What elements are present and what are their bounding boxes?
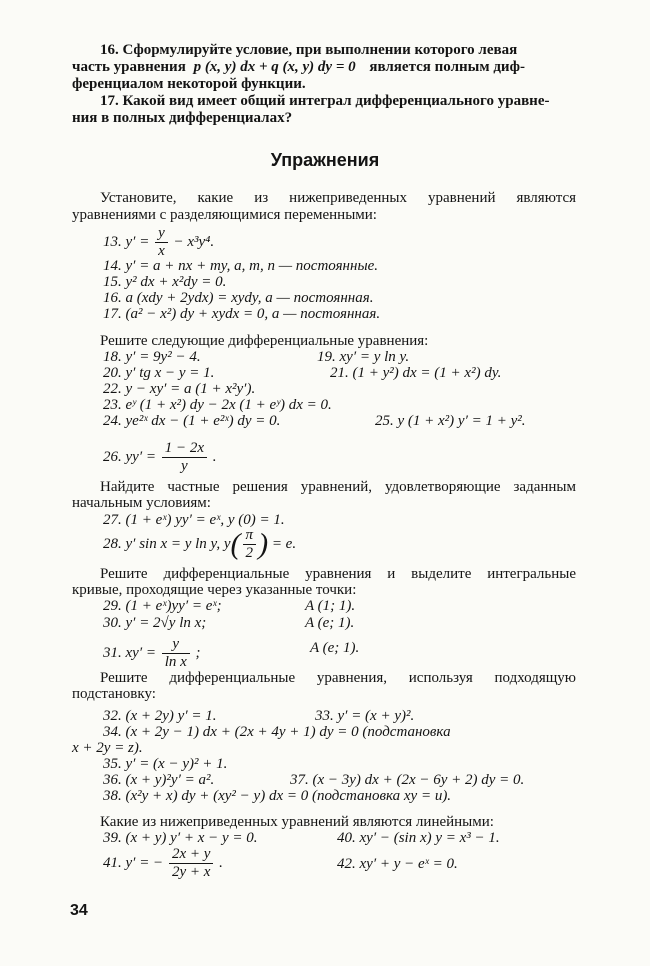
exercise-40: 40. xy′ − (sin x) y = x³ − 1.	[337, 830, 500, 846]
exercise-42: 42. xy′ + y − eˣ = 0.	[337, 856, 458, 872]
exercise-29-point: A (1; 1).	[305, 598, 356, 614]
e28-open-paren: (	[230, 527, 241, 561]
e41-numerator: 2x + y	[169, 846, 213, 864]
exercise-15: 15. y² dx + x²dy = 0.	[103, 274, 227, 290]
sec3-intro-line-2: начальным условиям:	[72, 495, 211, 511]
sec6-intro: Какие из нижеприведенных уравнений являются линейными:	[100, 814, 494, 830]
sec5-intro-line-2: подстановку:	[72, 686, 156, 702]
sec1-intro-line-1: Установите, какие из нижеприведенных уравнений являются	[100, 190, 576, 206]
sec3-intro-line-1: Найдите частные решения уравнений, удовлетворяющие заданным	[100, 479, 576, 495]
sec2-intro: Решите следующие дифференциальные уравнения:	[100, 333, 429, 349]
exercise-29: 29. (1 + eˣ)yy′ = eˣ;	[103, 598, 222, 614]
question-16-line-2	[72, 59, 525, 76]
exercise-20: 20. y′ tg x − y = 1.	[103, 365, 215, 381]
exercise-27: 27. (1 + eˣ) yy′ = eˣ, y (0) = 1.	[103, 512, 285, 528]
e28-fraction	[243, 527, 257, 562]
exercise-25: 25. y (1 + x²) y′ = 1 + y².	[375, 413, 526, 429]
exercise-32: 32. (x + 2y) y′ = 1.	[103, 708, 217, 724]
exercise-19: 19. xy′ = y ln y.	[317, 349, 410, 365]
exercise-21: 21. (1 + y²) dx = (1 + x²) dy.	[330, 365, 502, 381]
exercise-16: 16. a (xdy + 2ydx) = xydy, a — постоянная.	[103, 290, 374, 306]
exercise-41	[103, 846, 223, 881]
exercise-23: 23. eʸ (1 + x²) dy − 2x (1 + eʸ) dx = 0.	[103, 397, 332, 413]
exercise-34-line-1: 34. (x + 2y − 1) dx + (2x + 4y + 1) dy = 0 (подстановка	[103, 724, 451, 740]
e31-fraction	[162, 636, 190, 671]
exercise-35: 35. y′ = (x − y)² + 1.	[103, 756, 228, 772]
e26-fraction	[162, 440, 207, 475]
question-16-line-3: ференциалом некоторой функции.	[72, 76, 306, 92]
question-17-line-2: ния в полных дифференциалах?	[72, 110, 293, 126]
e28-numerator: π	[243, 527, 257, 545]
e41-fraction	[169, 846, 213, 881]
e13-left: 13. y′ =	[103, 234, 150, 250]
sec1-intro-line-2: уравнениями с разделяющимися переменными:	[72, 207, 377, 223]
exercise-14: 14. y′ = a + nx + my, a, m, n — постоянные.	[103, 258, 379, 274]
e26-left: 26. yy′ =	[103, 449, 156, 465]
e26-denominator: y	[181, 458, 188, 474]
exercise-22: 22. y − xy′ = a (1 + x²y′).	[103, 381, 256, 397]
e28-right: = e.	[271, 536, 297, 552]
exercise-31	[103, 636, 201, 671]
exercise-33: 33. y′ = (x + y)².	[315, 708, 415, 724]
exercise-28	[103, 527, 296, 562]
exercise-30: 30. y′ = 2√y ln x;	[103, 615, 207, 631]
e28-denominator: 2	[245, 545, 254, 561]
e41-denominator: 2y + x	[171, 864, 211, 880]
e28-left: 28. y′ sin x = y ln y, y	[103, 536, 231, 552]
q16-text-a: часть уравнения	[72, 59, 186, 75]
exercise-24: 24. ye²ˣ dx − (1 + e²ˣ) dy = 0.	[103, 413, 281, 429]
question-17-line-1: 17. Какой вид имеет общий интеграл дифференциального уравне-	[100, 93, 550, 109]
section-heading: Упражнения	[270, 150, 380, 170]
e31-right: ;	[195, 645, 201, 661]
e13-denominator: x	[158, 243, 165, 259]
e41-left: 41. y′ = −	[103, 855, 164, 871]
exercise-36: 36. (x + y)²y′ = a².	[103, 772, 215, 788]
q16-formula: p (x, y) dx + q (x, y) dy = 0	[193, 59, 356, 75]
question-16-line-1: 16. Сформулируйте условие, при выполнении которого левая	[100, 42, 518, 58]
exercise-39: 39. (x + y) y′ + x − y = 0.	[103, 830, 258, 846]
sec4-intro-line-2: кривые, проходящие через указанные точки:	[72, 582, 357, 598]
q16-text-b: является полным диф-	[369, 59, 525, 75]
e41-right: .	[219, 855, 223, 871]
e26-numerator: 1 − 2x	[162, 440, 207, 458]
sec5-intro-line-1: Решите дифференциальные уравнения, используя подходящую	[100, 670, 576, 686]
e31-denominator: ln x	[164, 654, 187, 670]
exercise-38: 38. (x²y + x) dy + (xy² − y) dx = 0 (подстановка xy = u).	[103, 788, 452, 804]
exercise-31-point: A (e; 1).	[310, 640, 360, 656]
e26-right: .	[212, 449, 217, 465]
exercise-13	[103, 225, 214, 260]
e13-numerator: y	[155, 225, 168, 243]
exercise-37: 37. (x − 3y) dx + (2x − 6y + 2) dy = 0.	[290, 772, 525, 788]
exercise-26	[103, 440, 217, 475]
exercise-34-line-2: x + 2y = z).	[72, 740, 143, 756]
e31-left: 31. xy′ =	[103, 645, 156, 661]
sec4-intro-line-1: Решите дифференциальные уравнения и выделите интегральные	[100, 566, 576, 582]
exercise-18: 18. y′ = 9y² − 4.	[103, 349, 201, 365]
page-number: 34	[70, 902, 88, 919]
e13-fraction	[155, 225, 168, 260]
exercise-17: 17. (a² − x²) dy + xydx = 0, a — постоянная.	[103, 306, 381, 322]
e13-right: − x³y⁴.	[173, 234, 215, 250]
exercise-30-point: A (e; 1).	[305, 615, 355, 631]
e28-close-paren: )	[258, 527, 269, 561]
e31-numerator: y	[162, 636, 190, 654]
